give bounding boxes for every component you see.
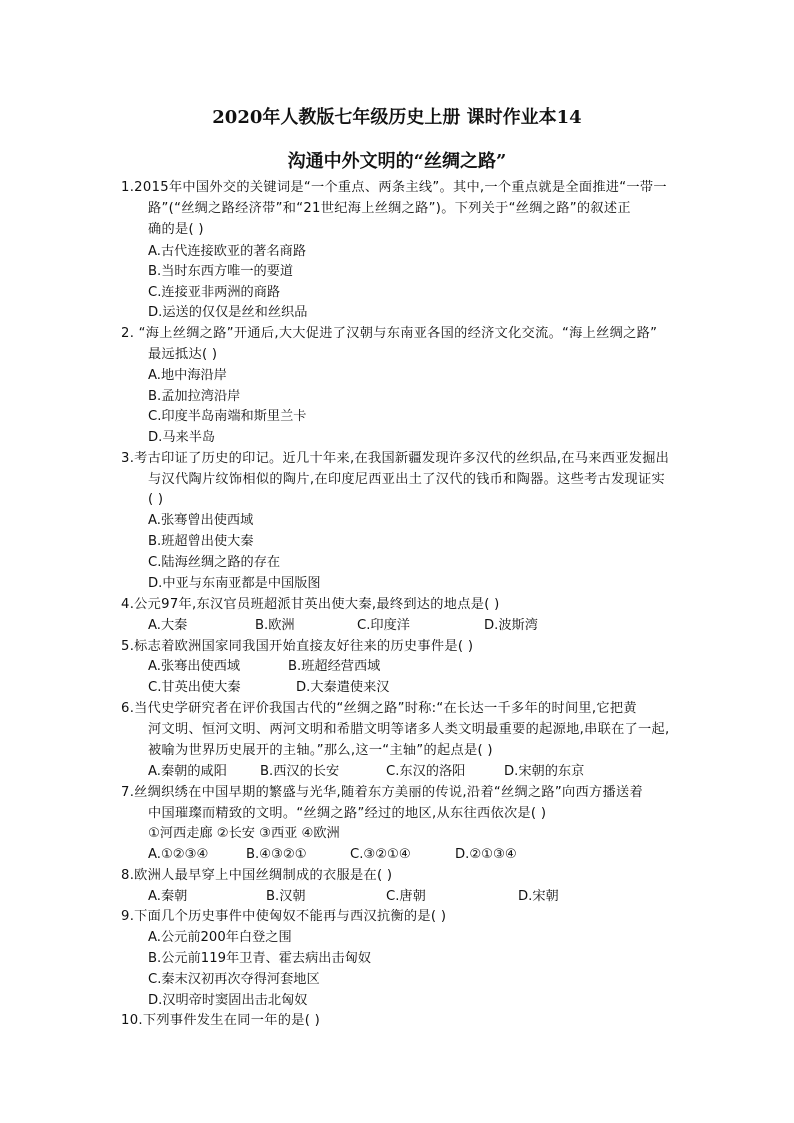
question-2-line-1: 2. “海上丝绸之路”开通后,大大促进了汉朝与东南亚各国的经济文化交流。“海上丝绸之路” — [121, 326, 658, 341]
question-1-option-d: D.运送的仅仅是丝和丝织品 — [148, 305, 308, 320]
document-subtitle: 沟通中外文明的“丝绸之路” — [287, 151, 507, 172]
question-5-option-b: B.班超经营西域 — [288, 659, 381, 674]
question-3-option-d: D.中亚与东南亚都是中国版图 — [148, 576, 321, 591]
question-1-line-1: 1.2015年中国外交的关键词是“一个重点、两条主线”。其中,一个重点就是全面推进“一带一 — [121, 180, 667, 195]
question-4-option-d: D.波斯湾 — [484, 618, 538, 633]
question-7-line-2: 中国璀璨而精致的文明。“丝绸之路”经过的地区,从东往西依次是( ) — [148, 806, 547, 821]
question-1-option-b: B.当时东西方唯一的要道 — [148, 264, 294, 279]
question-3-line-3: ( ) — [148, 492, 164, 507]
question-7-option-c: C.③②①④ — [350, 847, 411, 862]
question-1-line-3: 确的是( ) — [148, 222, 204, 237]
question-7-option-b: B.④③②① — [246, 847, 307, 862]
question-4-option-b: B.欧洲 — [255, 618, 295, 633]
question-1-line-2: 路”(“丝绸之路经济带”和“21世纪海上丝绸之路”)。下列关于“丝绸之路”的叙述正 — [148, 201, 631, 216]
question-8-line-1: 8.欧洲人最早穿上中国丝绸制成的衣服是在( ) — [121, 868, 393, 883]
question-3-option-b: B.班超曾出使大秦 — [148, 534, 254, 549]
question-7-option-a: A.①②③④ — [148, 847, 209, 862]
question-1-option-c: C.连接亚非两洲的商路 — [148, 285, 281, 300]
question-7-option-d: D.②①③④ — [455, 847, 517, 862]
question-6-option-b: B.西汉的长安 — [260, 764, 340, 779]
question-8-option-b: B.汉朝 — [266, 889, 306, 904]
question-3-line-2: 与汉代陶片纹饰相似的陶片,在印度尼西亚出土了汉代的钱币和陶器。这些考古发现证实 — [148, 472, 666, 487]
question-2-option-a: A.地中海沿岸 — [148, 368, 227, 383]
question-5-option-d: D.大秦遣使来汉 — [296, 680, 390, 695]
question-2-line-2: 最远抵达( ) — [148, 347, 218, 362]
question-9-line-1: 9.下面几个历史事件中使匈奴不能再与西汉抗衡的是( ) — [121, 909, 447, 924]
question-6-option-d: D.宋朝的东京 — [504, 764, 585, 779]
question-6-line-1: 6.当代史学研究者在评价我国古代的“丝绸之路”时称:“在长达一千多年的时间里,它把黄 — [121, 701, 637, 716]
question-6-line-3: 被喻为世界历史展开的主轴。”那么,这一“主轴”的起点是( ) — [148, 743, 493, 758]
question-2-option-b: B.孟加拉湾沿岸 — [148, 389, 241, 404]
question-5-line-1: 5.标志着欧洲国家同我国开始直接友好往来的历史事件是( ) — [121, 639, 474, 654]
question-4-option-a: A.大秦 — [148, 618, 188, 633]
question-8-option-d: D.宋朝 — [518, 889, 559, 904]
question-9-option-a: A.公元前200年白登之围 — [148, 930, 292, 945]
question-9-option-d: D.汉明帝时窦固出击北匈奴 — [148, 993, 308, 1008]
question-6-option-a: A.秦朝的咸阳 — [148, 764, 227, 779]
question-5-option-a: A.张骞出使西域 — [148, 659, 241, 674]
question-9-option-b: B.公元前119年卫青、霍去病出击匈奴 — [148, 951, 372, 966]
question-4-line-1: 4.公元97年,东汉官员班超派甘英出使大秦,最终到达的地点是( ) — [121, 597, 500, 612]
question-2-option-c: C.印度半岛南端和斯里兰卡 — [148, 409, 307, 424]
question-8-option-c: C.唐朝 — [386, 889, 426, 904]
question-2-option-d: D.马来半岛 — [148, 430, 216, 445]
question-3-option-a: A.张骞曾出使西域 — [148, 513, 254, 528]
question-4-option-c: C.印度洋 — [357, 618, 410, 633]
question-8-option-a: A.秦朝 — [148, 889, 188, 904]
question-6-line-2: 河文明、恒河文明、两河文明和希腊文明等诸多人类文明最重要的起源地,串联在了一起, — [148, 722, 670, 737]
document-title: 2020年人教版七年级历史上册 课时作业本14 — [212, 107, 582, 128]
question-3-option-c: C.陆海丝绸之路的存在 — [148, 555, 281, 570]
question-1-option-a: A.古代连接欧亚的著名商路 — [148, 244, 307, 259]
question-10-line-1: 10.下列事件发生在同一年的是( ) — [121, 1013, 321, 1028]
question-5-option-c: C.甘英出使大秦 — [148, 680, 241, 695]
question-7-line-1: 7.丝绸织绣在中国早期的繁盛与光华,随着东方美丽的传说,沿着“丝绸之路”向西方播送着 — [121, 785, 643, 800]
question-9-option-c: C.秦末汉初再次夺得河套地区 — [148, 972, 320, 987]
question-7-items: ①河西走廊 ②长安 ③西亚 ④欧洲 — [148, 826, 340, 841]
question-6-option-c: C.东汉的洛阳 — [386, 764, 466, 779]
question-3-line-1: 3.考古印证了历史的印记。近几十年来,在我国新疆发现许多汉代的丝织品,在马来西亚发掘出 — [121, 451, 670, 466]
